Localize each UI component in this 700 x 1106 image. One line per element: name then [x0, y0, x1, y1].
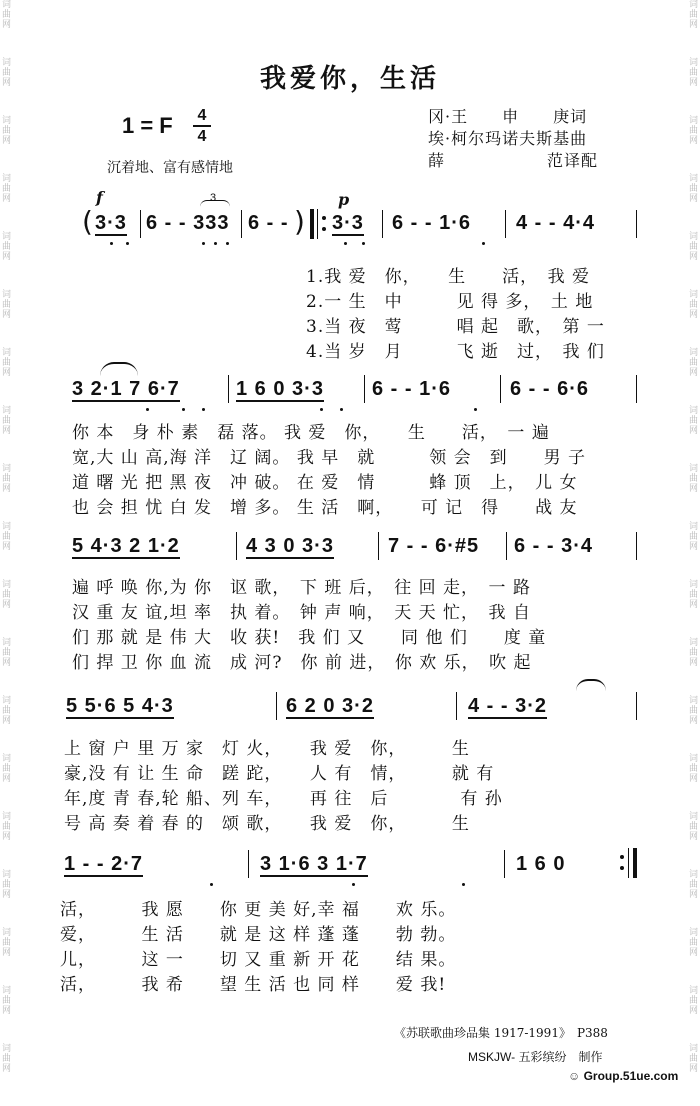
- low-octave-dot: [482, 242, 485, 245]
- note-group: 6 - - 3·4: [514, 535, 594, 557]
- barline: [506, 532, 507, 560]
- watermark-glyph-group: 词 曲 网: [688, 348, 698, 378]
- lyric-line: 号 高 奏 着 春 的 颂 歌， 我 爱 你， 生: [64, 814, 470, 834]
- lyric-line: 4.当 岁 月 飞 逝 过， 我 们: [306, 342, 605, 362]
- note-group: 1 6 0 3·3: [236, 378, 324, 400]
- low-octave-dot: [226, 242, 229, 245]
- watermark-glyph-group: 词 曲 网: [688, 812, 698, 842]
- low-octave-dot: [214, 242, 217, 245]
- lyric-line: 道 曙 光 把 黑 夜 冲 破。 在 爱 情 蜂 顶 上， 儿 女: [72, 473, 578, 493]
- watermark-glyph-group: 词 曲 网: [1, 638, 11, 668]
- slur: [576, 679, 606, 691]
- watermark-glyph-group: 词 曲 网: [688, 754, 698, 784]
- lyric-line: 2.一 生 中 见 得 多， 土 地: [306, 292, 594, 312]
- note-group: 4 3 0 3·3: [246, 535, 334, 557]
- watermark-glyph-group: 词 曲 网: [688, 174, 698, 204]
- watermark-glyph-group: 词 曲 网: [1, 406, 11, 436]
- note-group: 3 2·1 7 6·7: [72, 378, 180, 400]
- note-group: 6 - - 1·6: [392, 212, 472, 234]
- note-group: 6 - - 1·6: [372, 378, 452, 400]
- barline: [636, 692, 637, 720]
- low-octave-dot: [110, 242, 113, 245]
- watermark-glyph-group: 词 曲 网: [688, 232, 698, 262]
- note-group: 3·3: [95, 212, 127, 234]
- low-octave-dot: [146, 408, 149, 411]
- barline: [636, 210, 637, 238]
- watermark-glyph-group: 词 曲 网: [1, 348, 11, 378]
- watermark-glyph-group: 词 曲 网: [1, 928, 11, 958]
- maker-credit: MSKJW- 五彩缤纷 制作: [468, 1050, 603, 1064]
- barline: [140, 210, 141, 238]
- low-octave-dot: [362, 242, 365, 245]
- barline: [505, 210, 506, 238]
- note-group: 4 - - 4·4: [516, 212, 596, 234]
- watermark-glyph-group: 词 曲 网: [688, 986, 698, 1016]
- watermark-icon: ☺: [568, 1069, 584, 1083]
- barline: [382, 210, 383, 238]
- watermark-glyph-group: 词 曲 网: [688, 696, 698, 726]
- low-octave-dot: [340, 408, 343, 411]
- key-signature: 1 = F: [122, 113, 173, 138]
- watermark-glyph-group: 词 曲 网: [1, 986, 11, 1016]
- watermark-glyph-group: 词 曲 网: [1, 174, 11, 204]
- slur: [100, 362, 138, 376]
- barline: [500, 375, 501, 403]
- watermark-glyph-group: 词 曲 网: [1, 870, 11, 900]
- lyric-line: 们 那 就 是 伟 大 收 获! 我 们 又 同 他 们 度 童: [72, 628, 547, 648]
- note-group: 6 - -: [248, 212, 289, 234]
- barline: [364, 375, 365, 403]
- watermark-glyph-group: 词 曲 网: [688, 1044, 698, 1074]
- low-octave-dot: [126, 242, 129, 245]
- watermark-glyph-group: 词 曲 网: [688, 580, 698, 610]
- watermark-glyph-group: 词 曲 网: [1, 812, 11, 842]
- site-watermark: ☺ Group.51ue.com: [568, 1069, 679, 1083]
- watermark-glyph-group: 词 曲 网: [688, 870, 698, 900]
- lyric-line: 汉 重 友 谊,坦 率 执 着。 钟 声 响， 天 天 忙， 我 自: [72, 603, 531, 623]
- barline: [228, 375, 229, 403]
- note-group: 6 - - 333: [146, 212, 230, 234]
- lyric-line: 宽,大 山 高,海 洋 辽 阔。 我 早 就 领 会 到 男 子: [72, 448, 587, 468]
- intro-bracket: (: [82, 205, 93, 238]
- right-watermark-strip: [688, 0, 699, 1106]
- lyric-line: 3.当 夜 莺 唱 起 歌， 第 一: [306, 317, 605, 337]
- watermark-glyph-group: 词 曲 网: [1, 232, 11, 262]
- low-octave-dot: [202, 242, 205, 245]
- time-signature: [193, 107, 211, 145]
- note-group: 1 - - 2·7: [64, 853, 144, 875]
- note-group: 6 2 0 3·2: [286, 695, 374, 717]
- lyric-line: 豪,没 有 让 生 命 蹉 跎， 人 有 情， 就 有: [64, 764, 495, 784]
- low-octave-dot: [202, 408, 205, 411]
- note-group: 1 6 0: [516, 853, 566, 875]
- barline: [636, 375, 637, 403]
- barline: [241, 210, 242, 238]
- watermark-glyph-group: 词 曲 网: [1, 580, 11, 610]
- note-group: 6 - - 6·6: [510, 378, 590, 400]
- watermark-glyph-group: 词 曲 网: [1, 58, 11, 88]
- watermark-glyph-group: 词 曲 网: [688, 406, 698, 436]
- low-octave-dot: [474, 408, 477, 411]
- note-group: 7 - - 6·#5: [388, 535, 480, 557]
- lyric-line: 爱， 生 活 就 是 这 样 蓬 蓬 勃 勃。: [60, 925, 457, 945]
- lyric-line: 1.我 爱 你， 生 活， 我 爱: [306, 267, 591, 287]
- lyric-line: 你 本 身 朴 素 磊 落。 我 爱 你， 生 活， 一 遍: [72, 423, 550, 443]
- watermark-glyph-group: 词 曲 网: [1, 1044, 11, 1074]
- watermark-glyph-group: 词 曲 网: [688, 290, 698, 320]
- note-group: 4 - - 3·2: [468, 695, 548, 717]
- credit-composer: 埃·柯尔玛诺夫斯基曲: [428, 129, 588, 148]
- watermark-glyph-group: 词 曲 网: [688, 638, 698, 668]
- lyric-line: 年,度 青 春,轮 船、列 车， 再 往 后 有 孙: [64, 789, 503, 809]
- low-octave-dot: [210, 883, 213, 886]
- triplet-mark: 3: [210, 192, 217, 204]
- meter-bottom: 4: [197, 128, 207, 145]
- barline: [456, 692, 457, 720]
- dynamic-piano: p: [338, 190, 350, 209]
- lyric-line: 们 捍 卫 你 血 流 成 河? 你 前 进， 你 欢 乐， 吹 起: [72, 653, 532, 673]
- note-group: 5 5·6 5 4·3: [66, 695, 174, 717]
- watermark-glyph-group: 词 曲 网: [1, 116, 11, 146]
- low-octave-dot: [320, 408, 323, 411]
- barline: [504, 850, 505, 878]
- source-citation: 《苏联歌曲珍品集 1917-1991》 P388: [394, 1026, 608, 1040]
- low-octave-dot: [344, 242, 347, 245]
- dynamic-forte: f: [96, 188, 103, 207]
- barline: [276, 692, 277, 720]
- barline: [236, 532, 237, 560]
- note-group: 5 4·3 2 1·2: [72, 535, 180, 557]
- credit-lyricist: 冈·王 申 庚词: [428, 107, 588, 126]
- note-group: 3 1·6 3 1·7: [260, 853, 368, 875]
- watermark-glyph-group: 词 曲 网: [1, 0, 11, 30]
- low-octave-dot: [352, 883, 355, 886]
- watermark-glyph-group: 词 曲 网: [688, 522, 698, 552]
- low-octave-dot: [462, 883, 465, 886]
- watermark-glyph-group: 词 曲 网: [1, 754, 11, 784]
- watermark-glyph-group: 词 曲 网: [1, 290, 11, 320]
- note-group: 3·3: [332, 212, 364, 234]
- lyric-line: 活， 我 希 望 生 活 也 同 样 爱 我!: [60, 975, 447, 995]
- lyric-line: 遍 呼 唤 你,为 你 讴 歌， 下 班 后， 往 回 走， 一 路: [72, 578, 531, 598]
- watermark-glyph-group: 词 曲 网: [1, 522, 11, 552]
- watermark-glyph-group: 词 曲 网: [688, 58, 698, 88]
- lyric-line: 上 窗 户 里 万 家 灯 火， 我 爱 你， 生: [64, 739, 470, 759]
- intro-bracket-close: ): [294, 205, 305, 238]
- watermark-glyph-group: 词 曲 网: [1, 464, 11, 494]
- low-octave-dot: [182, 408, 185, 411]
- watermark-glyph-group: 词 曲 网: [688, 464, 698, 494]
- tempo-marking: 沉着地、富有感情地: [107, 160, 233, 176]
- watermark-glyph-group: 词 曲 网: [688, 116, 698, 146]
- credit-translator: 薛 范译配: [428, 151, 599, 170]
- watermark-glyph-group: 词 曲 网: [688, 0, 698, 30]
- barline: [248, 850, 249, 878]
- lyric-line: 也 会 担 忧 白 发 增 多。 生 活 啊， 可 记 得 战 友: [72, 498, 578, 518]
- left-watermark-strip: [1, 0, 12, 1106]
- lyric-line: 活， 我 愿 你 更 美 好,幸 福 欢 乐。: [60, 900, 457, 920]
- lyric-line: 儿， 这 一 切 又 重 新 开 花 结 果。: [60, 950, 457, 970]
- watermark-glyph-group: 词 曲 网: [1, 696, 11, 726]
- song-title: 我爱你，生活: [259, 64, 440, 94]
- watermark-glyph-group: 词 曲 网: [688, 928, 698, 958]
- barline: [378, 532, 379, 560]
- meter-top: 4: [197, 107, 207, 124]
- barline: [636, 532, 637, 560]
